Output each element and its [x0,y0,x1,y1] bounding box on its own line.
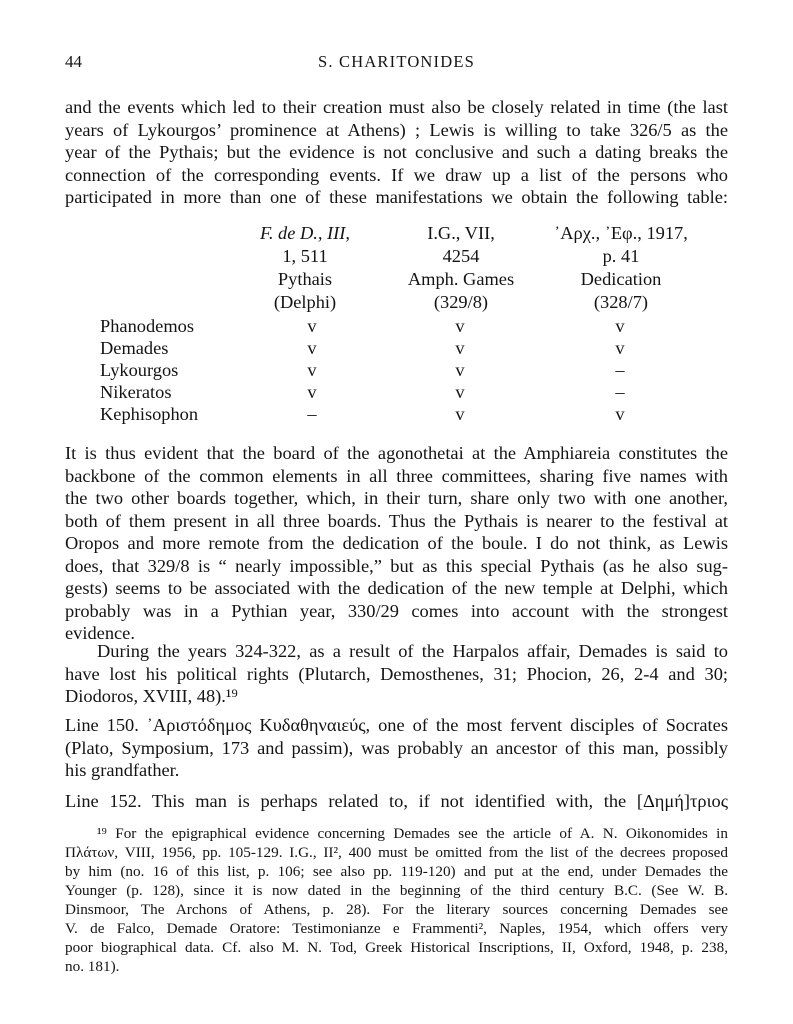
text-line: During the years 324-322, as a result of the Harpalos affair, Demades is said to [97,641,728,661]
row-mark: v [615,404,625,424]
column-header-delphi [220,222,390,314]
text-line: participated in more than one of these manifestations we obtain the following table: [65,187,728,207]
table-row [100,316,700,338]
row-name: Lykourgos [100,360,179,380]
row-mark: – [615,382,625,402]
row-mark: v [307,382,317,402]
text-line: both of them present in all three boards. Thus the Pythais is nearer to the festival at [65,510,728,531]
row-mark: v [455,382,465,402]
column-event: Amph. Games [407,269,515,289]
column-date: (Delphi) [273,292,337,312]
row-name: Demades [100,338,169,358]
page-number: 44 [65,52,82,71]
paragraph-demades [65,640,728,708]
text-line: his grandfather. [65,760,180,780]
paragraph-line-150 [65,714,728,782]
paragraph-analysis [65,442,728,645]
row-name: Nikeratos [100,382,172,402]
column-event: Pythais [277,269,333,289]
row-mark: v [307,316,317,336]
text-line: does, that 329/8 is “ nearly impossible,” but as this special Pythais (as he also sug- [65,555,728,576]
text-line: have lost his political rights (Plutarch, Demosthenes, 31; Phocion, 26, 2-4 and 30; [65,663,728,684]
table-row [100,382,700,404]
footnote-line: poor biographical data. Cf. also M. N. Tod, Greek Historical Inscriptions, II, Oxford, 1948, p. 238, [65,939,728,956]
column-source: I.G., VII, [427,223,495,243]
row-mark: v [615,316,625,336]
row-mark: v [455,338,465,358]
text-line: years of Lykourgos’ prominence at Athens) ; Lewis is willing to take 326/5 as the [65,119,728,140]
column-date: (329/8) [433,292,489,312]
text-line: evidence. [65,623,135,643]
text-line: Line 152. This man is perhaps related to, if not identified with, the [Δημή]τριος [65,791,728,811]
text-line: It is thus evident that the board of the agonothetai at the Amphiareia constitutes the [65,443,728,463]
footnote-line: ¹⁹ For the epigraphical evidence concerning Demades see the article of A. N. Oikonomides in [97,825,728,842]
footnote-line: no. 181). [65,958,120,975]
row-mark: v [307,338,317,358]
paragraph-intro [65,96,728,209]
footnote-line: V. de Falco, Demade Oratore: Testimonianze e Frammenti², Naples, 1954, which offers very [65,920,728,937]
row-mark: – [615,360,625,380]
table-row [100,404,700,426]
row-name: Phanodemos [100,316,194,336]
text-line: the two other boards together, which, in their turn, share only two with one another, [65,488,728,508]
text-line: probably was in a Pythian year, 330/29 comes into account with the strongest [65,600,728,621]
column-date: (328/7) [593,292,649,312]
column-reference: 1, 511 [282,246,328,266]
column-source: ᾿Αρχ., ᾿Εφ., 1917, [554,223,688,243]
row-mark: – [307,404,317,424]
text-line: Line 150. ᾿Αριστόδημος Κυδαθηναιεύς, one of the most fervent disciples of Socrates [65,715,728,735]
footnote-line: Dinsmoor, The Archons of Athens, p. 28). For the literary sources concerning Demades see [65,901,728,918]
column-source: F. de D., III, [259,223,351,243]
text-line: backbone of the common elements in all three committees, sharing five names with [65,465,728,486]
row-mark: v [307,360,317,380]
column-reference: p. 41 [602,246,640,266]
footnote-19 [65,824,728,976]
row-name: Kephisophon [100,404,199,424]
footnote-line: by him (no. 16 of this list, p. 106; see also pp. 119-120) and put at the end, under Demades the [65,863,728,880]
text-line: year of the Pythais; but the evidence is not conclusive and such a dating breaks the [65,142,728,162]
text-line: (Plato, Symposium, 173 and passim), was probably an ancestor of this man, possibly [65,737,728,758]
row-mark: v [455,404,465,424]
text-line: connection of the corresponding events. If we draw up a list of the persons who [65,164,728,185]
column-header-dedication [536,222,706,314]
text-line: Diodoros, XVIII, 48).¹⁹ [65,686,238,706]
table-row [100,360,700,382]
row-mark: v [455,316,465,336]
table-row [100,338,700,360]
footnote-line: Πλάτων, VIII, 1956, pp. 105-129. I.G., II², 400 must be omitted from the list of the decrees proposed [65,844,728,861]
text-line: gests) seems to be associated with the dedication of the new temple at Delphi, which [65,578,728,598]
page-header [65,52,728,78]
row-mark: v [455,360,465,380]
footnote-line: Younger (p. 128), since it is now dated in the beginning of the third century B.C. (See W. B. [65,882,728,899]
paragraph-line-152 [65,790,728,813]
text-line: Oropos and more remote from the dedication of the boule. I do not think, as Lewis [65,533,728,553]
running-head: S. CHARITONIDES [317,52,476,71]
column-reference: 4254 [442,246,480,266]
column-event: Dedication [580,269,662,289]
column-header-amph-games [376,222,546,314]
row-mark: v [615,338,625,358]
text-line: and the events which led to their creation must also be closely related in time (the last [65,97,728,117]
